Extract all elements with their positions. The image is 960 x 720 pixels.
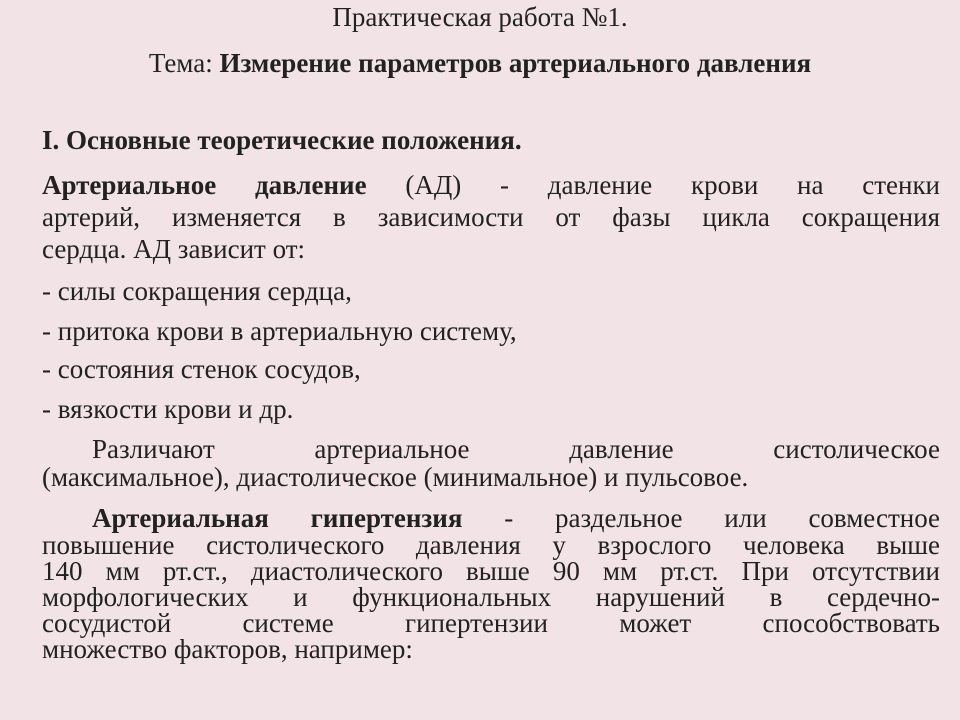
hypertension-line-3: 140 мм рт.ст., диастолического выше 90 мм рт.ст. При отсутствии [42, 556, 940, 586]
definition-line-3: сердца. АД зависит от: [42, 234, 306, 264]
page-title: Практическая работа №1. [332, 2, 628, 32]
definition-line-2: артерий, изменяется в зависимости от фазы цикла сокращения [42, 202, 940, 232]
types-line-2: (максимальное), диастолическое (минимальное) и пульсовое. [42, 462, 749, 492]
factor-item: - состояния стенок сосудов, [42, 354, 361, 384]
hypertension-line-2: повышение систолического давления у взрослого человека выше [42, 530, 940, 560]
hypertension-term: Артериальная гипертензия [92, 503, 463, 533]
hypertension-line-1 [92, 505, 940, 532]
section-heading: I. Основные теоретические положения. [42, 125, 522, 155]
topic-subject: Измерение параметров артериального давления [219, 48, 812, 78]
topic-prefix: Тема: [148, 48, 220, 78]
hypertension-line-4: морфологических и функциональных нарушений в сердечно- [42, 582, 940, 612]
types-line-1: Различают артериальное давление систолическое [92, 434, 940, 464]
factor-item: - вязкости крови и др. [42, 394, 294, 424]
definition-term: Артериальное давление [42, 170, 367, 200]
definition-line-1 [42, 172, 940, 199]
hypertension-line-1-rest: - раздельное или совместное [462, 503, 941, 533]
hypertension-line-6: множество факторов, например: [42, 634, 413, 664]
definition-line-1-rest: (АД) - давление крови на стенки [366, 170, 941, 200]
factor-item: - притока крови в артериальную систему, [42, 316, 517, 346]
factor-item: - силы сокращения сердца, [42, 276, 352, 306]
topic-line [0, 50, 960, 77]
hypertension-line-5: сосудистой системе гипертензии может способствовать [42, 608, 940, 638]
